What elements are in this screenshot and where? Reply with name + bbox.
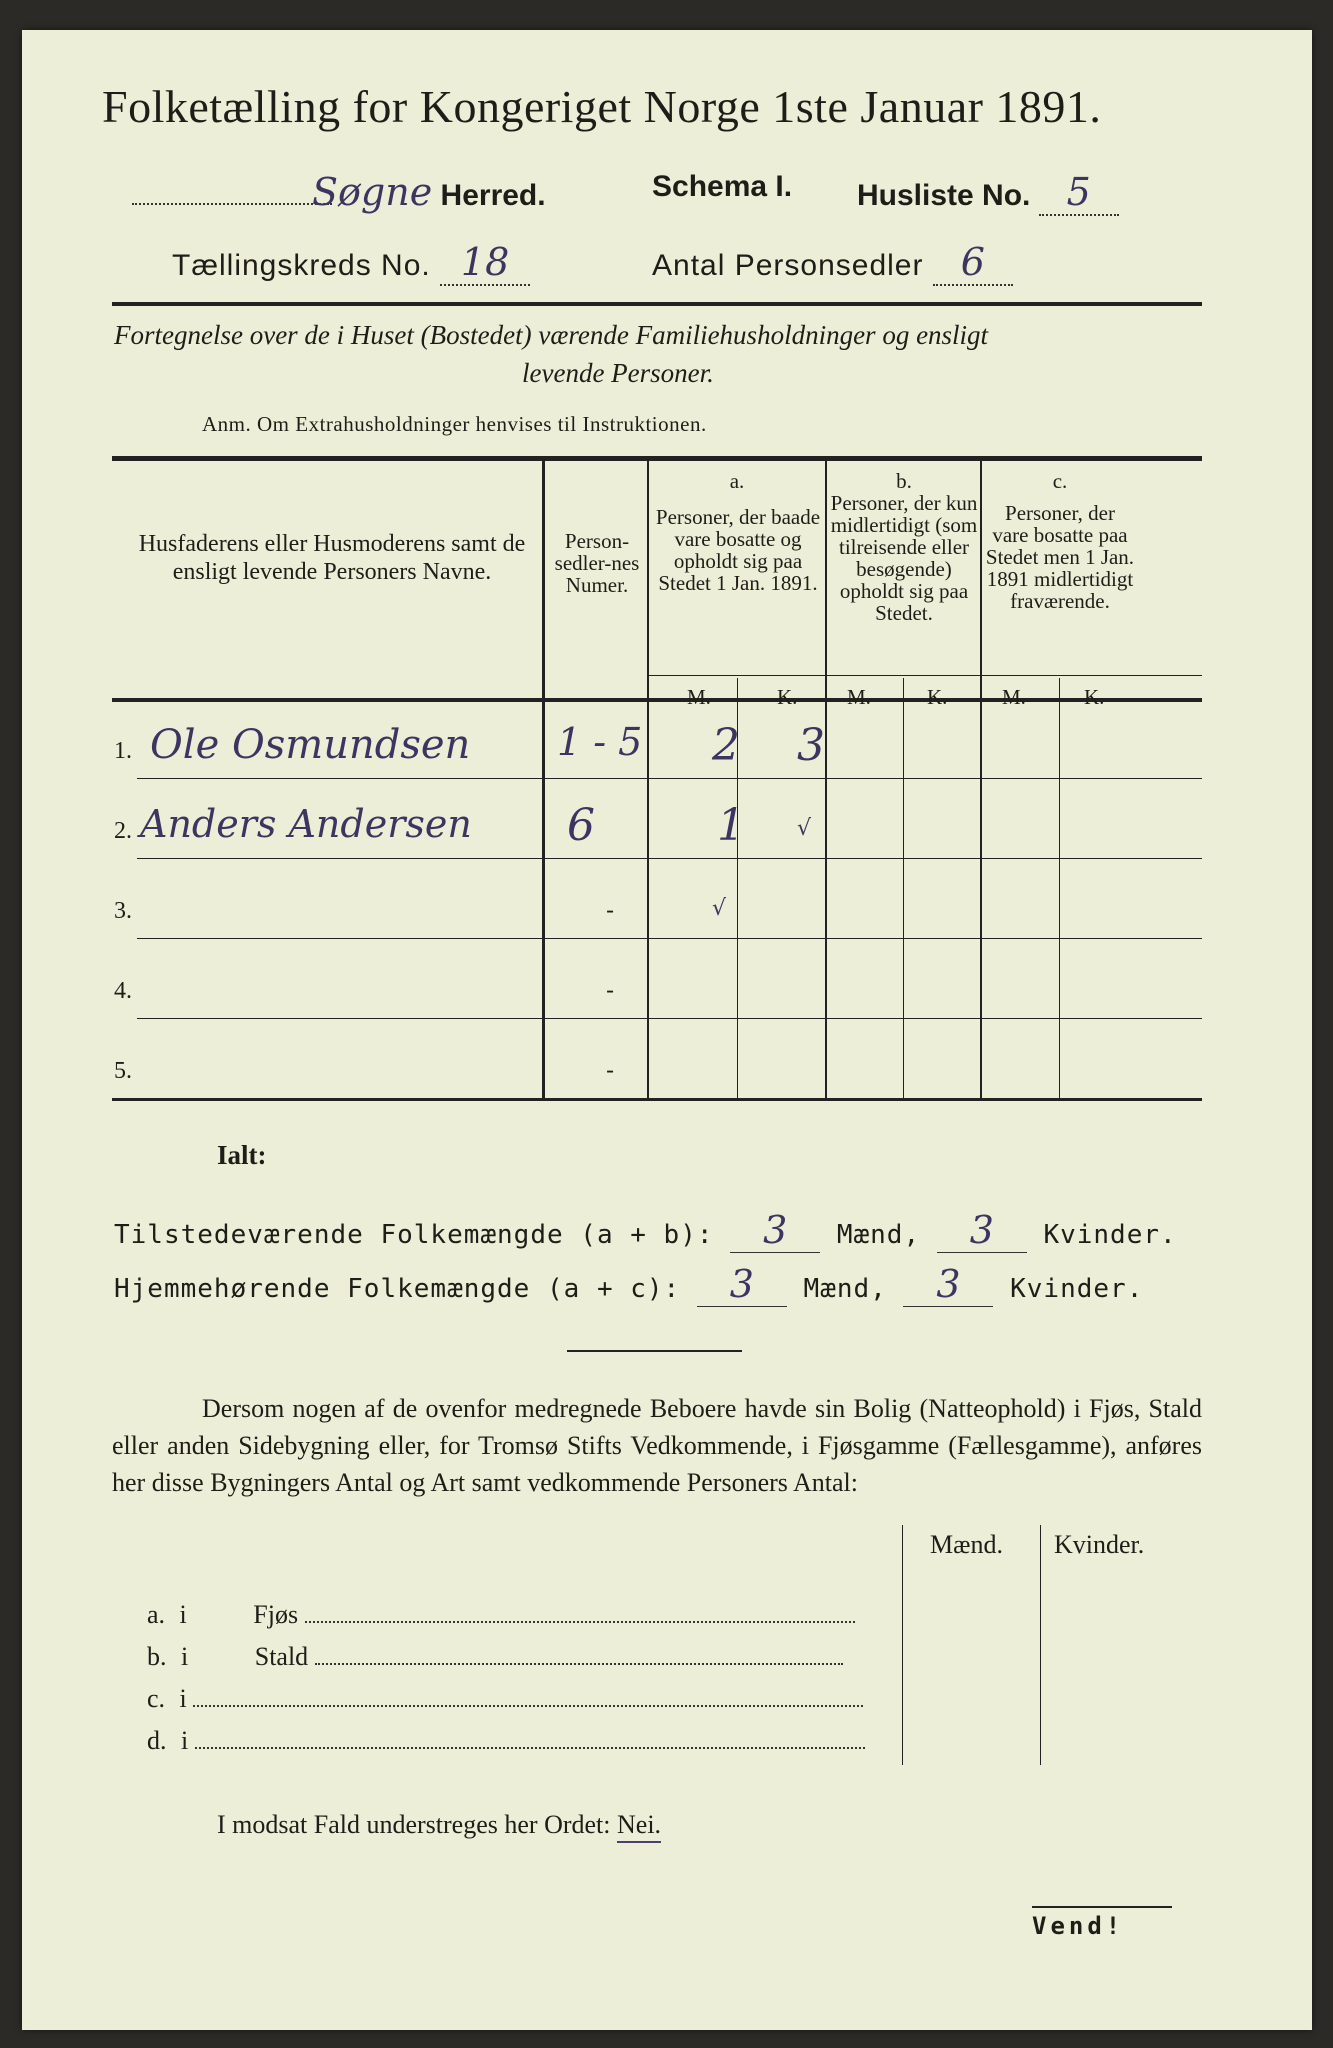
building-row-c [147, 1684, 863, 1714]
antal-field [652, 240, 1013, 286]
row-label: Stald [254, 1642, 309, 1671]
check-mark: √ [797, 816, 812, 841]
kreds-value: 18 [440, 240, 530, 286]
row-number: 4. [114, 978, 132, 1004]
kreds-field [172, 240, 530, 286]
total-2-m: 3 [697, 1262, 787, 1307]
maend-label: Mænd, [836, 1220, 921, 1250]
col-c-k: K. [1084, 685, 1105, 709]
kreds-label: Tællingskreds No. [172, 249, 431, 282]
buildings-paragraph: Dersom nogen af de ovenfor medregnede Beboere havde sin Bolig (Natteophold) i Fjøs, Stald eller anden Sidebygning eller, for Tromsø Stifts Vedkommende, i Fjøsgamme (Fællesgamme), anføres her disse Bygningers Antal og Art samt vedkommende Personers Antal: [112, 1394, 1202, 1497]
vend-label: Vend! [1032, 1912, 1125, 1940]
row-letter: b. [147, 1642, 167, 1671]
row-i: i [179, 1600, 187, 1629]
col-header-a-letter: a. [729, 469, 745, 493]
row-letter: d. [147, 1726, 167, 1755]
count-a-m: 2 [712, 720, 740, 771]
row-number: 1. [114, 738, 132, 764]
person-name: Ole Osmundsen [150, 722, 471, 768]
count-a-k: 3 [797, 720, 825, 771]
maend-label: Mænd, [803, 1274, 887, 1304]
vend-rule [1032, 1906, 1172, 1908]
modsat-line [217, 1810, 661, 1840]
row-label: Fjøs [253, 1600, 299, 1629]
col-header-c-letter: c. [1052, 469, 1068, 493]
sedler-number: - [606, 976, 615, 1004]
buildings-maend-header: Mænd. [930, 1530, 1003, 1559]
ialt-label: Ialt: [217, 1140, 267, 1170]
total-1-m: 3 [730, 1208, 820, 1253]
kvinder-label: Kvinder. [1043, 1220, 1177, 1250]
building-row-d [147, 1726, 865, 1756]
nei-word: Nei. [617, 1810, 661, 1843]
herred-line [132, 170, 546, 214]
person-name: Anders Andersen [140, 802, 472, 846]
building-row-b [147, 1642, 843, 1672]
row-line [137, 938, 1202, 939]
antal-label: Antal Personsedler [652, 249, 924, 282]
row-number: 2. [114, 818, 132, 844]
header-rule [112, 302, 1202, 306]
sedler-number: 1 - 5 [557, 720, 643, 764]
row-i: i [181, 1642, 189, 1671]
kvinder-label: Kvinder. [1010, 1274, 1144, 1304]
antal-value: 6 [933, 240, 1013, 286]
col-a-m: M. [687, 685, 711, 709]
row-number: 5. [114, 1058, 132, 1084]
col-b-k: K. [927, 685, 948, 709]
form-title: Folketælling for Kongeriget Norge 1ste Januar 1891. [102, 81, 1102, 132]
row-number: 3. [114, 898, 132, 924]
total-1-label: Tilstedeværende Folkemængde (a + b): [114, 1220, 714, 1250]
herred-value: Søgne [312, 170, 433, 214]
row-line [137, 1018, 1202, 1019]
table-top-rule [112, 456, 1202, 461]
buildings-divider-1 [902, 1525, 903, 1765]
herred-label: Herred. [440, 179, 546, 212]
table-bottom-rule [112, 1098, 1202, 1101]
mk-rule [647, 675, 1202, 676]
col-header-b-letter: b. [896, 469, 912, 493]
row-i: i [181, 1726, 189, 1755]
husliste-field [857, 170, 1119, 216]
sedler-number: - [606, 1056, 615, 1084]
section-divider [567, 1350, 742, 1352]
building-row-a [147, 1600, 855, 1630]
total-line-2 [114, 1262, 1143, 1307]
row-i: i [179, 1684, 187, 1713]
count-a-m: 1 [717, 800, 745, 851]
col-divider-a [825, 460, 827, 1100]
anm-note: Anm. Om Extrahusholdninger henvises til Instruktionen. [202, 412, 707, 436]
total-line-1 [114, 1208, 1177, 1253]
row-letter: c. [147, 1684, 166, 1713]
col-header-a: Personer, der baade vare bosatte og opholdt sig paa Stedet 1 Jan. 1891. [655, 505, 821, 596]
col-divider-b [980, 460, 982, 1100]
buildings-kvinder-header: Kvinder. [1054, 1530, 1145, 1559]
schema-label: Schema I. [652, 170, 793, 203]
col-header-c: Personer, der vare bosatte paa Stedet men 1 Jan. 1891 midlertidigt fraværende. [985, 501, 1135, 614]
total-2-k: 3 [903, 1262, 993, 1307]
row-letter: a. [147, 1600, 166, 1629]
col-header-name: Husfaderens eller Husmoderens samt de ensligt levende Personers Navne. [138, 531, 526, 585]
col-b-m: M. [847, 685, 871, 709]
col-a-k: K. [777, 685, 798, 709]
intro-line-2: levende Personer. [522, 358, 714, 388]
sedler-number: 6 [567, 800, 595, 851]
check-mark: √ [712, 896, 727, 921]
col-header-num: Person-sedler-nes Numer. [554, 529, 640, 598]
husliste-value: 5 [1039, 170, 1119, 216]
col-c-m: M. [1002, 685, 1026, 709]
col-divider-c-mk [1059, 678, 1060, 1100]
modsat-label: I modsat Fald understreges her Ordet: [217, 1810, 611, 1839]
row-line [137, 858, 1202, 859]
total-1-k: 3 [937, 1208, 1027, 1253]
col-divider-b-mk [903, 678, 904, 1100]
table-header-rule [112, 698, 1202, 702]
sedler-number: - [606, 896, 615, 924]
husliste-label: Husliste No. [857, 179, 1031, 212]
col-divider-num [647, 460, 649, 1100]
col-header-b: Personer, der kun midlertidigt (som tilreisende eller besøgende) opholdt sig paa Stedet. [830, 491, 978, 626]
col-divider-name [542, 460, 545, 1100]
intro-line-1: Fortegnelse over de i Huset (Bostedet) værende Familiehusholdninger og ensligt [114, 320, 989, 350]
buildings-divider-2 [1040, 1525, 1041, 1765]
census-form [22, 30, 1312, 2030]
total-2-label: Hjemmehørende Folkemængde (a + c): [114, 1274, 681, 1304]
row-line [137, 778, 1202, 779]
